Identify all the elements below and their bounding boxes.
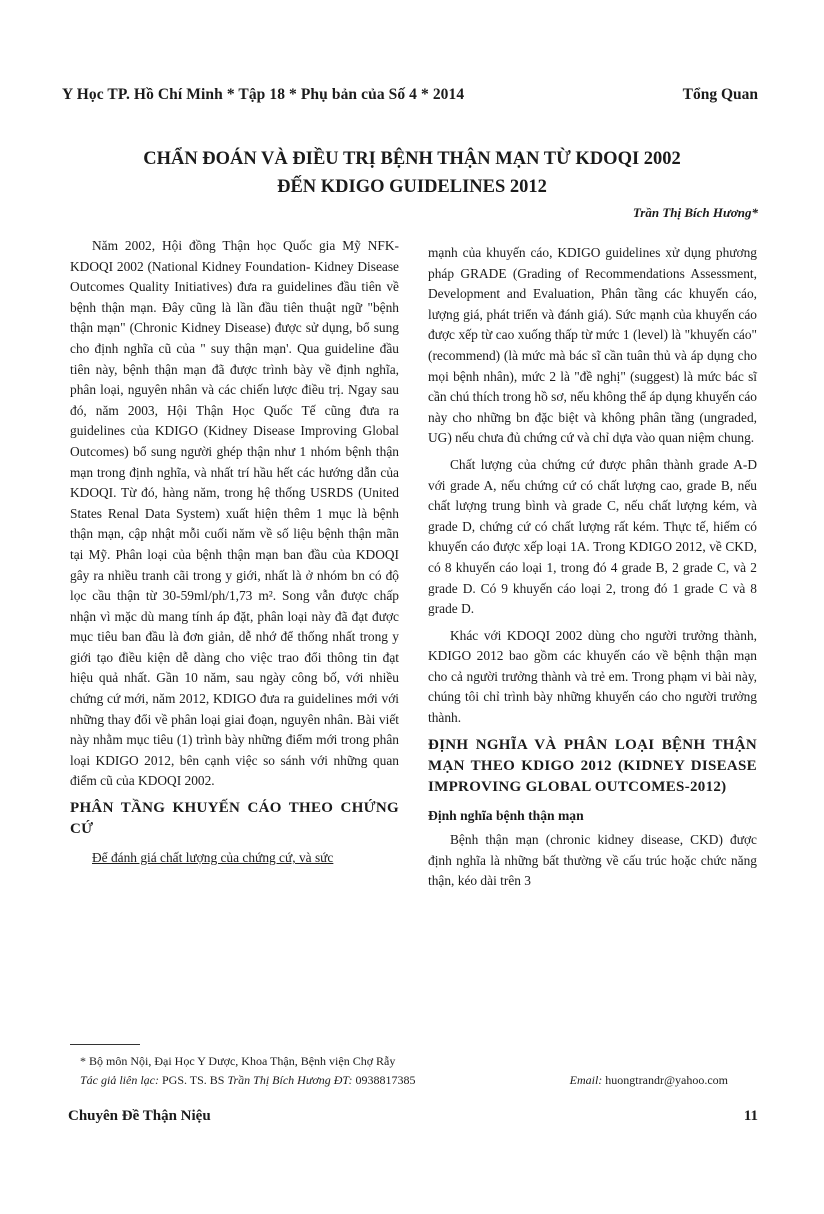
scope-paragraph: Khác với KDOQI 2002 dùng cho người trưởng thành, KDIGO 2012 bao gồm các khuyến cáo về bệnh thận mạn cho cả người trưởng thành và trẻ em. Trong phạm vi bài này, chúng tôi chỉ trình bày những khuyến cáo cho người trưởng thành. — [428, 627, 757, 726]
affiliation-note: * Bộ môn Nội, Đại Học Y Dược, Khoa Thận, Bệnh viện Chợ Rẫy — [80, 1054, 396, 1068]
footnotes — [80, 1052, 758, 1090]
ckd-definition-paragraph: Bệnh thận mạn (chronic kidney disease, CKD) được định nghĩa là những bất thường về cấu trúc hoặc chức năng thận, kéo dài trên 3 — [428, 832, 757, 889]
email-label: Email: — [569, 1073, 603, 1087]
email-address: huongtrandr@yahoo.com — [602, 1073, 728, 1087]
page-footer — [68, 1108, 758, 1125]
section-heading-grading: PHÂN TẦNG KHUYẾN CÁO THEO CHỨNG CỨ — [70, 800, 399, 838]
contact-title: PGS. TS. BS — [158, 1073, 228, 1087]
phone-label: ĐT: — [330, 1073, 353, 1087]
footer-issue: Chuyên Đề Thận Niệu — [68, 1108, 211, 1124]
section-label: Tổng Quan — [682, 86, 758, 103]
running-header — [62, 86, 758, 104]
title-line-1: CHẨN ĐOÁN VÀ ĐIỀU TRỊ BỆNH THẬN MẠN TỪ KDOQI 2002 — [143, 149, 681, 169]
article-title — [80, 145, 744, 201]
contact-name: Trần Thị Bích Hương — [227, 1073, 331, 1087]
evidence-quality-paragraph: Chất lượng của chứng cứ được phân thành grade A-D với grade A, nếu chứng cứ có chất lượng cao, grade B, nếu chất lượng trung bình và grade C, nếu chất lượng kém, và grade D, chứng cứ có chất lượng rất kém. Thực tế, hiếm có khuyến cáo được xếp loại 1A. Trong KDIGO 2012, về CKD, có 8 khuyến cáo loại 1, trong đó 4 grade B, 2 grade C, và 2 grade D. Có 9 khuyến cáo loại 2, trong đó 1 grade C và 8 grade D. — [428, 456, 757, 617]
journal-info: Y Học TP. Hồ Chí Minh * Tập 18 * Phụ bản của Số 4 * 2014 — [62, 86, 465, 103]
grading-paragraph-text: Để đánh giá chất lượng của chứng cứ, và sức — [92, 850, 334, 866]
phone-number: 0938817385 — [352, 1073, 416, 1087]
grading-paragraph-start — [70, 848, 399, 869]
footnote-divider — [70, 1044, 140, 1045]
left-column — [70, 236, 399, 875]
section-heading-definition: ĐỊNH NGHĨA VÀ PHÂN LOẠI BỆNH THẬN MẠN THEO KDIGO 2012 (KIDNEY DISEASE IMPROVING GLOBAL OUTCOMES-2012) — [428, 736, 757, 795]
email-note — [570, 1071, 728, 1090]
subheading-ckd-definition: Định nghĩa bệnh thận mạn — [428, 807, 584, 823]
author-name: Trần Thị Bích Hương* — [632, 205, 758, 220]
grading-paragraph-cont: mạnh của khuyến cáo, KDIGO guidelines xử dụng phương pháp GRADE (Grading of Recommendations Assessment, Development and Evaluation, Phân tầng các khuyến cáo, lượng giá, phát triển và đánh giá). Sức mạnh của khuyến cáo được xếp từ cao xuống thấp từ mức 1 (level) là "khuyến cáo" (recommend) (là mức mà bác sĩ cần tuân thủ và áp dụng cho mọi bệnh nhân), mức 2 là "đề nghị" (suggest) là mức bác sĩ cần chú thích trong hồ sơ, nếu không thể áp dụng khuyến cáo này cho những bn đặc biệt và không phân tầng (ungraded, UG) nếu chưa đủ chứng cứ và chỉ dựa vào quan niệm chung. — [428, 245, 757, 446]
title-line-2: ĐẾN KDIGO GUIDELINES 2012 — [277, 177, 547, 197]
right-column — [428, 243, 757, 898]
contact-label: Tác giả liên lạc: — [80, 1073, 159, 1087]
page-number: 11 — [743, 1108, 758, 1124]
intro-paragraph: Năm 2002, Hội đồng Thận học Quốc gia Mỹ NFK-KDOQI 2002 (National Kidney Foundation- Kidney Disease Outcomes Quality Initiatives) đưa ra guidelines đầu tiên về bệnh thận mạn. Đây cũng là lần đầu tiên thuật ngữ "bệnh thận mạn" (Chronic Kidney Disease) được sử dụng, bổ sung cho định nghĩa cũ của " suy thận mạn'. Qua guideline đầu tiên này, bệnh thận mạn đã được trình bày về định nghĩa, phân loại, nguyên nhân và các chiến lược điều trị. Ngay sau đó, năm 2003, Hội Thận Học Quốc Tế cũng đưa ra guidelines của KDIGO (Kidney Disease Improving Global Outcomes) bổ sung người ghép thận như 1 nhóm bệnh thận mạn trong định nghĩa, và nhất trí hầu hết các hướng dẫn của KDOQI. Từ đó, hàng năm, trong hệ thống USRDS (United States Renal Data System) xuất hiện thêm 1 mục là bệnh thận mạn, cập nhật mỗi cuối năm về số liệu bệnh thận mãn tại Mỹ. Phân loại của bệnh thận mạn ban đầu của KDOQI gây ra nhiều tranh cãi trong y giới, nhất là ở nhóm bn có độ lọc cầu thận từ 30-59ml/ph/1,73 m². Song vẫn được chấp nhận vì mặc dù mang tính áp đặt, phân loại này đã đạt được mục tiêu ban đầu là đơn giản, dễ nhớ để thống nhất trong y giới tạo điều kiện dễ dàng cho việc trao đổi thông tin đạt hiệu quả nhất. Gần 10 năm, sau ngày công bố, với nhiều chứng cứ mới, năm 2012, KDIGO đưa ra guidelines mới với những thay đổi về phân loại giai đoạn, nguyên nhân. Bài viết này nhằm mục tiêu (1) trình bày những điểm mới trong phân loại KDIGO 2012, bên cạnh việc so sánh với những quan điểm cũ của KDOQI 2002. — [70, 238, 399, 789]
